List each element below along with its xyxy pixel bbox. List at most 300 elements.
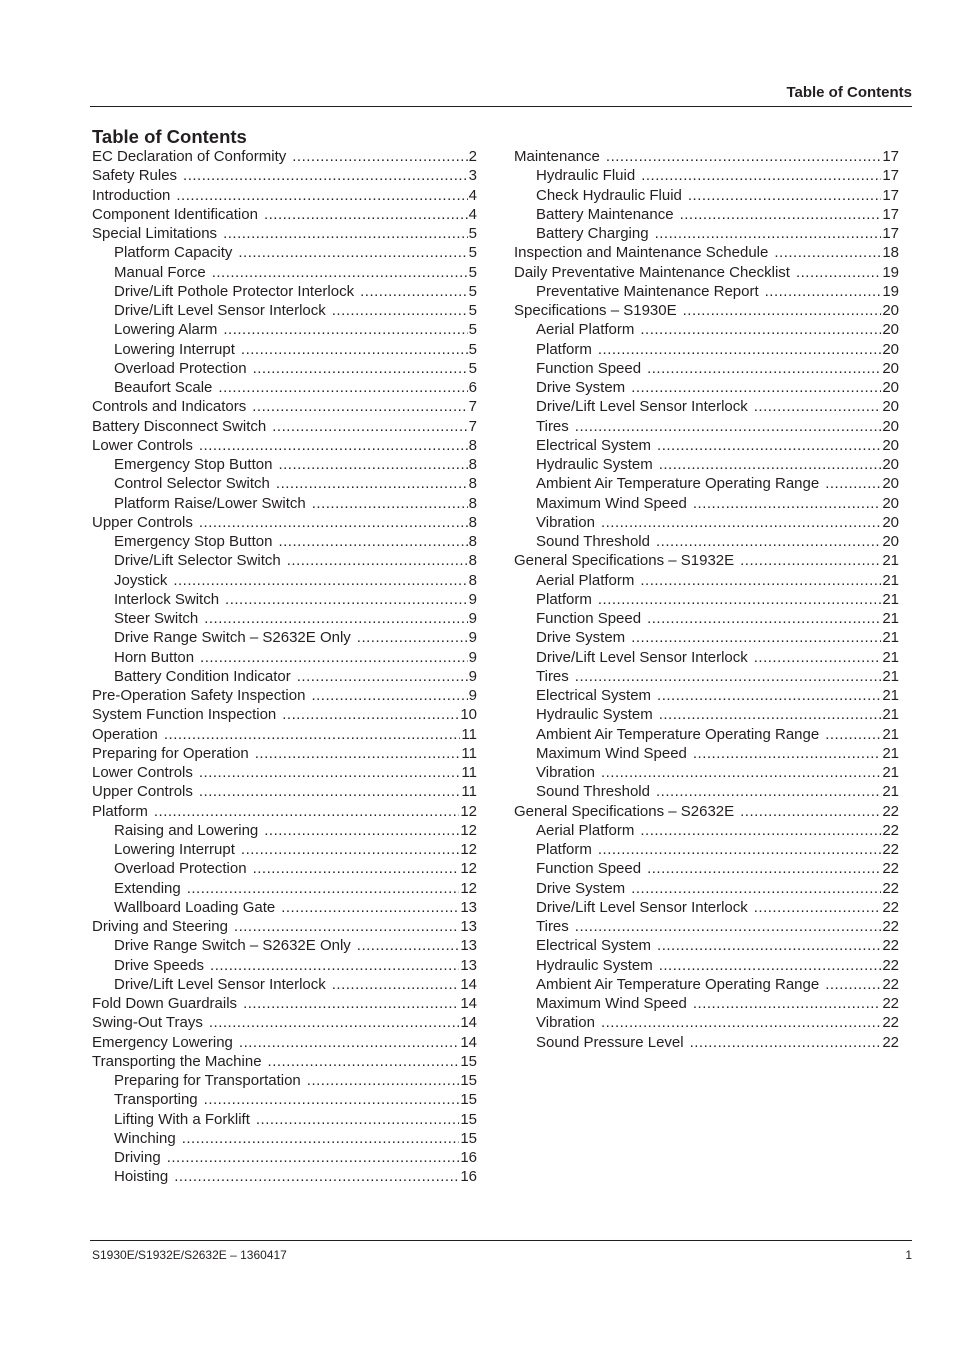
toc-entry-page: 14 [460, 1014, 477, 1032]
toc-entry-page: 9 [468, 667, 477, 685]
toc-entry-title: Tires [536, 417, 569, 435]
toc-entry-page: 4 [468, 205, 477, 223]
dot-leader [212, 263, 468, 282]
toc-entry-title: Control Selector Switch [114, 475, 270, 493]
dot-leader [657, 686, 881, 705]
toc-entry-page: 21 [882, 610, 899, 627]
toc-entry[interactable] [514, 474, 899, 493]
toc-entry[interactable] [92, 301, 477, 320]
toc-entry[interactable] [514, 301, 899, 320]
toc-entry[interactable] [514, 1033, 899, 1052]
dot-leader [825, 725, 881, 744]
toc-entry[interactable] [92, 821, 477, 840]
toc-entry-page: 22 [882, 879, 899, 897]
toc-entry-page: 20 [882, 359, 899, 377]
toc-entry-page: 15 [460, 1129, 477, 1147]
toc-entry[interactable] [92, 936, 477, 955]
dot-leader [311, 686, 467, 705]
toc-entry-title: Platform [92, 802, 148, 820]
toc-entry-title: Extending [114, 879, 181, 897]
toc-entry-page: 16 [460, 1168, 477, 1186]
toc-entry-page: 19 [882, 282, 899, 300]
dot-leader [174, 1167, 459, 1186]
toc-entry-page: 21 [882, 764, 899, 781]
toc-entry[interactable] [92, 609, 477, 628]
toc-entry-title: Drive Range Switch – S2632E Only [114, 629, 351, 647]
toc-entry[interactable] [514, 879, 899, 898]
toc-entry-title: Function Speed [536, 359, 642, 377]
toc-entry-page: 21 [882, 648, 899, 666]
dot-leader [312, 494, 468, 513]
dot-leader [307, 1071, 460, 1090]
toc-entry[interactable] [514, 859, 899, 878]
dot-leader [276, 474, 468, 493]
toc-entry-page: 8 [468, 552, 477, 570]
toc-entry[interactable] [514, 551, 899, 570]
toc-entry-page: 8 [468, 533, 477, 550]
dot-leader [183, 166, 468, 185]
toc-entry-page: 15 [460, 1072, 477, 1089]
dot-leader [292, 147, 467, 166]
toc-entry[interactable] [92, 397, 477, 416]
toc-entry-title: Emergency Stop Button [114, 456, 273, 473]
toc-entry[interactable] [514, 263, 899, 282]
toc-entry-title: Beaufort Scale [114, 379, 213, 396]
toc-entry[interactable] [514, 763, 899, 782]
toc-entry-title: Emergency Lowering [92, 1033, 233, 1051]
toc-entry-page: 21 [882, 744, 899, 762]
toc-entry-page: 8 [468, 456, 477, 473]
dot-leader [332, 301, 468, 320]
toc-entry-page: 5 [468, 359, 477, 377]
toc-entry[interactable] [92, 763, 477, 782]
toc-entry[interactable] [514, 898, 899, 917]
toc-entry[interactable] [92, 166, 477, 185]
toc-entry[interactable] [92, 667, 477, 686]
toc-entry-page: 5 [468, 302, 477, 319]
toc-entry[interactable] [92, 1167, 477, 1186]
toc-entry-page: 5 [468, 282, 477, 300]
toc-entry[interactable] [92, 474, 477, 493]
toc-entry-title: EC Declaration of Conformity [92, 148, 287, 165]
toc-entry-title: Platform Raise/Lower Switch [114, 494, 306, 512]
toc-entry-title: Drive/Lift Level Sensor Interlock [536, 398, 748, 416]
toc-entry-title: Electrical System [536, 937, 652, 955]
dot-leader [225, 590, 468, 609]
toc-entry-page: 22 [882, 918, 899, 935]
toc-entry[interactable] [92, 532, 477, 551]
toc-entry[interactable] [514, 956, 899, 975]
toc-entry[interactable] [514, 186, 899, 205]
toc-entry-page: 13 [460, 918, 477, 935]
dot-leader [754, 898, 882, 917]
toc-entry[interactable] [92, 628, 477, 647]
toc-entry-page: 20 [882, 533, 899, 550]
dot-leader [223, 320, 467, 339]
toc-entry[interactable] [514, 455, 899, 474]
toc-entry-title: Hydraulic System [536, 456, 653, 473]
toc-entry[interactable] [514, 243, 899, 262]
toc-entry-title: Sound Threshold [536, 533, 650, 550]
dot-leader [575, 417, 882, 436]
toc-entry-title: Drive/Lift Pothole Protector Interlock [114, 282, 355, 300]
toc-entry[interactable] [514, 513, 899, 532]
dot-leader [825, 975, 881, 994]
toc-entry-page: 21 [882, 629, 899, 647]
dot-leader [243, 994, 459, 1013]
dot-leader [256, 1110, 459, 1129]
toc-entry-page: 14 [460, 1033, 477, 1051]
toc-entry[interactable] [92, 378, 477, 397]
toc-entry-page: 22 [882, 1033, 899, 1051]
toc-entry[interactable] [92, 551, 477, 570]
toc-entry-title: Vibration [536, 1014, 595, 1032]
toc-entry[interactable] [514, 359, 899, 378]
toc-entry[interactable] [92, 956, 477, 975]
toc-entry-page: 15 [460, 1091, 477, 1109]
toc-entry[interactable] [92, 320, 477, 339]
toc-entry-title: Daily Preventative Maintenance Checklist [514, 263, 790, 281]
dot-leader [204, 1090, 460, 1109]
toc-entry-title: Safety Rules [92, 167, 178, 185]
toc-entry-title: Ambient Air Temperature Operating Range [536, 975, 820, 993]
toc-entry-title: Maintenance [514, 148, 600, 165]
dot-leader [209, 1013, 459, 1032]
toc-entry[interactable] [92, 147, 477, 166]
toc-entry[interactable] [92, 898, 477, 917]
toc-entry[interactable] [514, 744, 899, 763]
toc-entry[interactable] [92, 840, 477, 859]
toc-entry[interactable] [92, 975, 477, 994]
toc-entry[interactable] [92, 224, 477, 243]
toc-entry[interactable] [92, 282, 477, 301]
toc-heading: Table of Contents [92, 126, 247, 147]
toc-entry-title: Drive/Lift Level Sensor Interlock [536, 648, 748, 666]
toc-entry-page: 17 [882, 167, 899, 185]
dot-leader [825, 474, 881, 493]
toc-entry-title: Battery Charging [536, 225, 649, 242]
toc-entry-page: 22 [882, 802, 899, 820]
toc-entry-title: Inspection and Maintenance Schedule [514, 244, 769, 262]
toc-entry-title: Pre-Operation Safety Inspection [92, 687, 306, 704]
toc-entry[interactable] [514, 782, 899, 801]
toc-entry-title: Maximum Wind Speed [536, 744, 687, 762]
toc-entry-page: 13 [460, 956, 477, 974]
toc-entry[interactable] [92, 725, 477, 744]
toc-entry-title: Sound Pressure Level [536, 1033, 684, 1051]
toc-entry[interactable] [92, 859, 477, 878]
toc-entry-page: 5 [468, 340, 477, 358]
toc-entry[interactable] [92, 1148, 477, 1167]
dot-leader [647, 359, 881, 378]
toc-entry[interactable] [514, 648, 899, 667]
toc-entry-page: 14 [460, 995, 477, 1012]
toc-entry[interactable] [514, 686, 899, 705]
dot-leader [238, 243, 467, 262]
dot-leader [218, 378, 467, 397]
dot-leader [199, 436, 468, 455]
toc-entry[interactable] [92, 263, 477, 282]
toc-entry-page: 9 [468, 648, 477, 666]
toc-entry-page: 3 [468, 167, 477, 185]
toc-entry[interactable] [514, 494, 899, 513]
toc-entry[interactable] [514, 917, 899, 936]
dot-leader [796, 263, 881, 282]
toc-entry-title: Aerial Platform [536, 321, 635, 339]
toc-entry-page: 17 [882, 148, 899, 165]
dot-leader [200, 648, 468, 667]
toc-entry-page: 22 [882, 975, 899, 993]
toc-entry-page: 8 [468, 436, 477, 454]
toc-entry-title: Raising and Lowering [114, 821, 259, 839]
toc-entry-title: Tires [536, 918, 569, 935]
toc-entry[interactable] [92, 455, 477, 474]
toc-entry-page: 20 [882, 513, 899, 531]
toc-entry[interactable] [92, 590, 477, 609]
toc-entry[interactable] [514, 166, 899, 185]
toc-entry-page: 9 [468, 590, 477, 608]
dot-leader [693, 494, 881, 513]
dot-leader [754, 397, 882, 416]
dot-leader [659, 705, 882, 724]
toc-entry[interactable] [92, 782, 477, 801]
toc-entry-page: 2 [468, 148, 477, 165]
footer-divider [90, 1240, 912, 1241]
toc-entry-title: Ambient Air Temperature Operating Range [536, 475, 820, 493]
toc-entry[interactable] [92, 340, 477, 359]
toc-entry-title: Hoisting [114, 1168, 169, 1186]
dot-leader [740, 551, 881, 570]
dot-leader [234, 917, 459, 936]
toc-entry[interactable] [92, 417, 477, 436]
dot-leader [357, 628, 468, 647]
toc-entry-page: 21 [882, 706, 899, 724]
toc-entry-title: Specifications – S1930E [514, 302, 677, 319]
toc-entry-title: Upper Controls [92, 783, 193, 801]
dot-leader [606, 147, 881, 166]
toc-entry-title: Upper Controls [92, 513, 193, 531]
header-divider [90, 106, 912, 107]
dot-leader [164, 725, 461, 744]
toc-entry[interactable] [514, 378, 899, 397]
toc-entry[interactable] [514, 725, 899, 744]
toc-entry[interactable] [92, 686, 477, 705]
toc-entry-title: Component Identification [92, 205, 258, 223]
toc-entry[interactable] [92, 1052, 477, 1071]
toc-entry[interactable] [514, 397, 899, 416]
toc-entry[interactable] [92, 1090, 477, 1109]
toc-entry[interactable] [92, 205, 477, 224]
dot-leader [167, 1148, 460, 1167]
toc-entry-page: 8 [468, 513, 477, 531]
toc-entry-page: 20 [882, 436, 899, 454]
dot-leader [693, 744, 881, 763]
toc-entry[interactable] [514, 609, 899, 628]
toc-entry-title: Operation [92, 725, 158, 743]
toc-entry-title: Hydraulic System [536, 706, 653, 724]
toc-entry-title: Driving [114, 1149, 161, 1166]
toc-entry[interactable] [92, 571, 477, 590]
toc-entry[interactable] [514, 224, 899, 243]
dot-leader [774, 243, 881, 262]
toc-entry-title: General Specifications – S1932E [514, 552, 735, 570]
toc-entry-title: Preventative Maintenance Report [536, 282, 759, 300]
toc-entry-page: 20 [882, 494, 899, 512]
dot-leader [204, 609, 467, 628]
toc-entry-page: 13 [460, 937, 477, 955]
toc-entry[interactable] [92, 243, 477, 262]
toc-entry-page: 6 [468, 379, 477, 396]
toc-entry[interactable] [92, 1110, 477, 1129]
toc-entry[interactable] [514, 975, 899, 994]
dot-leader [598, 840, 881, 859]
toc-entry[interactable] [514, 320, 899, 339]
toc-entry-title: Lower Controls [92, 436, 193, 454]
toc-entry-page: 11 [461, 725, 477, 743]
toc-entry[interactable] [92, 1013, 477, 1032]
toc-entry-page: 20 [882, 475, 899, 493]
dot-leader [332, 975, 460, 994]
toc-entry[interactable] [514, 994, 899, 1013]
toc-entry-page: 20 [882, 456, 899, 473]
toc-entry-page: 20 [882, 379, 899, 396]
dot-leader [601, 1013, 881, 1032]
toc-entry[interactable] [514, 282, 899, 301]
toc-entry-title: Drive System [536, 379, 626, 396]
toc-entry[interactable] [514, 628, 899, 647]
dot-leader [272, 417, 467, 436]
toc-entry-title: Drive/Lift Level Sensor Interlock [536, 898, 748, 916]
toc-entry[interactable] [92, 994, 477, 1013]
toc-entry[interactable] [514, 802, 899, 821]
toc-entry-page: 9 [468, 610, 477, 627]
dot-leader [601, 513, 881, 532]
toc-entry-title: Lowering Interrupt [114, 841, 235, 858]
toc-entry-page: 12 [460, 841, 477, 858]
toc-entry[interactable] [514, 340, 899, 359]
footer-page-number: 1 [905, 1248, 912, 1262]
dot-leader [598, 590, 881, 609]
toc-entry-title: Lowering Interrupt [114, 340, 235, 358]
toc-entry-page: 22 [882, 821, 899, 839]
dot-leader [647, 609, 881, 628]
toc-entry[interactable] [92, 1129, 477, 1148]
toc-entry-title: Sound Threshold [536, 783, 650, 801]
dot-leader [253, 359, 468, 378]
toc-entry[interactable] [92, 705, 477, 724]
toc-entry-title: Lifting With a Forklift [114, 1110, 250, 1128]
toc-entry-title: Battery Condition Indicator [114, 667, 291, 685]
toc-entry-title: Tires [536, 667, 569, 685]
toc-entry[interactable] [514, 436, 899, 455]
toc-entry-page: 16 [460, 1149, 477, 1166]
toc-entry[interactable] [92, 513, 477, 532]
dot-leader [281, 898, 459, 917]
toc-entry[interactable] [92, 879, 477, 898]
dot-leader [282, 705, 459, 724]
toc-entry-title: Joystick [114, 571, 168, 589]
toc-entry[interactable] [514, 417, 899, 436]
toc-entry[interactable] [514, 936, 899, 955]
dot-leader [182, 1129, 460, 1148]
toc-entry[interactable] [92, 1071, 477, 1090]
dot-leader [655, 224, 882, 243]
dot-leader [640, 320, 881, 339]
dot-leader [631, 378, 881, 397]
toc-entry[interactable] [92, 359, 477, 378]
dot-leader [765, 282, 882, 301]
toc-entry-title: Drive Speeds [114, 956, 205, 974]
toc-entry-title: Battery Maintenance [536, 205, 674, 223]
toc-entry-title: Fold Down Guardrails [92, 995, 238, 1012]
toc-entry-page: 17 [882, 186, 899, 204]
dot-leader [278, 455, 467, 474]
toc-entry[interactable] [92, 917, 477, 936]
toc-entry[interactable] [92, 186, 477, 205]
toc-entry-page: 5 [468, 244, 477, 262]
dot-leader [268, 1052, 460, 1071]
toc-entry-title: Vibration [536, 764, 595, 781]
dot-leader [631, 879, 881, 898]
toc-entry-title: Drive System [536, 879, 626, 897]
dot-leader [297, 667, 468, 686]
toc-entry[interactable] [514, 821, 899, 840]
toc-entry[interactable] [514, 705, 899, 724]
dot-leader [647, 859, 881, 878]
toc-entry[interactable] [514, 532, 899, 551]
toc-entry[interactable] [92, 802, 477, 821]
toc-entry-title: Vibration [536, 513, 595, 531]
toc-entry-page: 21 [882, 725, 899, 743]
dot-leader [241, 840, 459, 859]
toc-entry[interactable] [514, 840, 899, 859]
toc-entry-title: Electrical System [536, 436, 652, 454]
toc-entry[interactable] [514, 590, 899, 609]
toc-entry-page: 21 [882, 552, 899, 570]
toc-entry[interactable] [92, 648, 477, 667]
toc-entry-page: 21 [882, 687, 899, 704]
dot-leader [659, 455, 882, 474]
toc-entry[interactable] [92, 494, 477, 513]
toc-entry[interactable] [92, 1033, 477, 1052]
toc-entry[interactable] [514, 205, 899, 224]
toc-entry-title: Controls and Indicators [92, 398, 247, 416]
toc-entry-title: Swing-Out Trays [92, 1014, 203, 1032]
toc-entry-page: 22 [882, 841, 899, 858]
toc-entry-title: Horn Button [114, 648, 195, 666]
toc-entry-page: 8 [468, 475, 477, 493]
toc-entry-page: 20 [882, 302, 899, 319]
toc-entry[interactable] [92, 436, 477, 455]
toc-entry-title: Check Hydraulic Fluid [536, 186, 682, 204]
toc-entry-title: Drive/Lift Selector Switch [114, 552, 281, 570]
toc-entry-title: Platform Capacity [114, 244, 233, 262]
toc-entry[interactable] [514, 667, 899, 686]
toc-entry[interactable] [514, 571, 899, 590]
dot-leader [575, 917, 882, 936]
toc-entry[interactable] [514, 1013, 899, 1032]
dot-leader [252, 397, 467, 416]
toc-entry-title: Transporting the Machine [92, 1052, 262, 1070]
dot-leader [601, 763, 881, 782]
toc-entry-page: 22 [882, 898, 899, 916]
toc-entry-page: 22 [882, 860, 899, 878]
toc-left-column [92, 147, 477, 1187]
toc-entry[interactable] [92, 744, 477, 763]
toc-entry-title: Preparing for Transportation [114, 1072, 301, 1089]
dot-leader [740, 802, 881, 821]
toc-entry[interactable] [514, 147, 899, 166]
